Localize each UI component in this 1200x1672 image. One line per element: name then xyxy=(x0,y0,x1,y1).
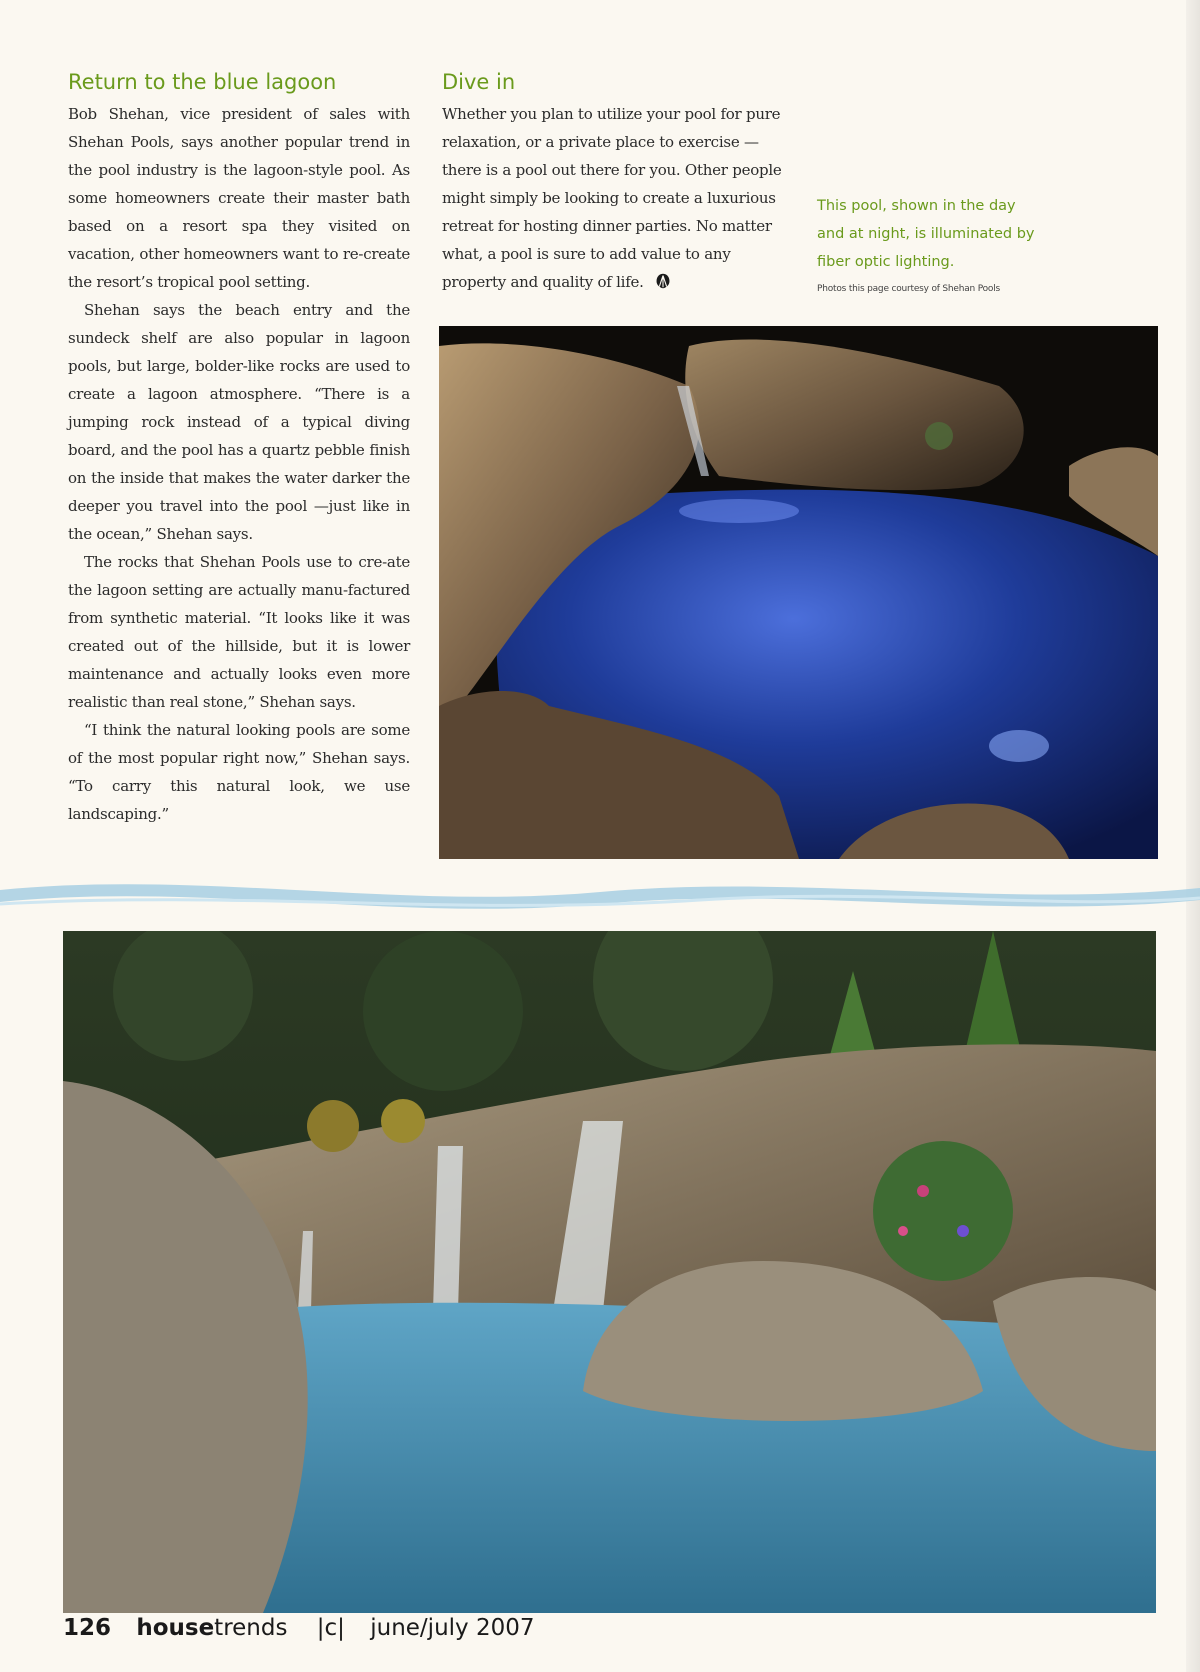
mid-paragraph xyxy=(442,100,787,296)
day-lagoon-pool-photo xyxy=(63,931,1156,1613)
caption-text: This pool, shown in the day and at night, is illuminated by fiber optic lighting. xyxy=(817,198,1035,270)
left-heading: Return to the blue lagoon xyxy=(68,70,337,94)
left-paragraph-2: Shehan says the beach entry and the sundeck shelf are also popular in lagoon pools, but large, bolder-like rocks are used to create a lagoon atmosphere. “There is a jumping rock instead of a typical diving board, and the pool has a quartz pebble finish on the inside that makes the water darker the deeper you travel into the pool —just like in the ocean,” Shehan says. xyxy=(68,301,410,543)
photo-caption xyxy=(817,192,1047,294)
day-pool-illustration xyxy=(63,931,1156,1613)
night-pool-illustration xyxy=(439,326,1158,859)
article-left-column xyxy=(68,70,410,828)
article-middle-column xyxy=(442,70,787,296)
shell-icon xyxy=(654,272,672,290)
page-edge xyxy=(1186,0,1200,1672)
night-pool-photo xyxy=(439,326,1158,859)
brand-bold: house xyxy=(136,1614,215,1641)
wave-divider xyxy=(0,870,1200,920)
photo-credit: Photos this page courtesy of Shehan Pools xyxy=(817,284,1001,294)
mid-heading: Dive in xyxy=(442,70,516,94)
brand-separator: |c| xyxy=(316,1614,345,1641)
mid-paragraph-text: Whether you plan to utilize your pool for pure relaxation, or a private place to exercise —there is a pool out there for you. Other people might simply be looking to create a luxurious retreat for hosting dinner parties. No matter what, a pool is sure to add value to any property and quality of life. xyxy=(442,105,782,291)
left-paragraph-1: Bob Shehan, vice president of sales with Shehan Pools, says another popular trend in the pool industry is the lagoon-style pool. As some homeowners create their master bath based on a resort spa they visited on vacation, other homeowners want to re-create the resort’s tropical pool setting. xyxy=(68,105,410,291)
brand-regular: trends xyxy=(214,1614,288,1641)
page-number: 126 xyxy=(63,1614,112,1641)
issue-date: june/july 2007 xyxy=(370,1614,535,1641)
left-paragraph-4: “I think the natural looking pools are some of the most popular right now,” Shehan says. “To carry this natural look, we use landscaping.” xyxy=(68,721,410,823)
left-paragraph-3: The rocks that Shehan Pools use to cre-ate the lagoon setting are actually manu-factured from synthetic material. “It looks like it was created out of the hillside, but it is lower maintenance and actually looks even more realistic than real stone,” Shehan says. xyxy=(68,553,410,711)
magazine-brand xyxy=(136,1614,287,1641)
page-footer xyxy=(63,1614,535,1654)
